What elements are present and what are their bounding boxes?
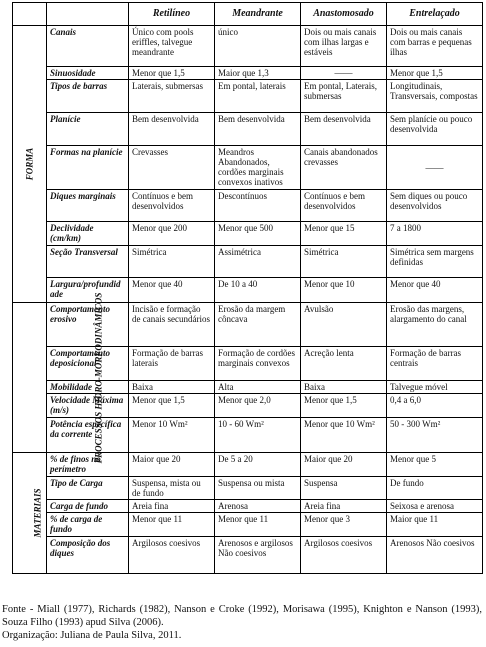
table-cell: Formação de barras laterais — [129, 347, 215, 381]
parameter-label: Comportamento deposicional — [47, 347, 129, 381]
table-cell: Maior que 20 — [301, 453, 387, 477]
table-cell: Menor que 1,5 — [387, 67, 483, 80]
table-cell: De 10 a 40 — [215, 278, 301, 303]
table-row — [13, 190, 483, 222]
table-cell: Avulsão — [301, 303, 387, 347]
comparison-table-container — [12, 2, 482, 574]
parameter-label: Formas na planície — [47, 146, 129, 190]
table-cell: Suspensa — [301, 477, 387, 500]
table-cell: 7 a 1800 — [387, 222, 483, 246]
table-cell: Contínuos e bem desenvolvidos — [129, 190, 215, 222]
table-cell: Dois ou mais canais com barras e pequenas ilhas — [387, 26, 483, 67]
table-cell: Meandros Abandonados, cordões marginais convexos inativos — [215, 146, 301, 190]
table-row — [13, 146, 483, 190]
footnote — [2, 603, 482, 642]
column-header-anastomosado: Anastomosado — [301, 3, 387, 26]
table-cell: Em pontal, Laterais, submersas — [301, 80, 387, 113]
table-row — [13, 537, 483, 574]
table-cell: único — [215, 26, 301, 67]
table-row — [13, 394, 483, 418]
header-row — [13, 3, 483, 26]
table-row — [13, 80, 483, 113]
table-cell: Dois ou mais canais com ilhas largas e estáveis — [301, 26, 387, 67]
footnote-source: Fonte - Miall (1977), Richards (1982), Nanson e Croke (1992), Morisawa (1995), Knighton e Nanson (1993), Souza Filho (1993) apud Silva (2006). — [2, 604, 482, 628]
table-cell: 10 - 60 Wm² — [215, 418, 301, 453]
river-channel-comparison-table — [12, 2, 483, 574]
table-cell: Bem desenvolvida — [301, 113, 387, 146]
table-cell: Arenosa — [215, 500, 301, 513]
table-row — [13, 418, 483, 453]
table-cell: Descontínuos — [215, 190, 301, 222]
table-cell: De 5 a 20 — [215, 453, 301, 477]
corner-cell — [47, 3, 129, 26]
table-cell: Formação de cordões marginais convexos — [215, 347, 301, 381]
table-cell: Crevasses — [129, 146, 215, 190]
parameter-label: Declividade (cm/km) — [47, 222, 129, 246]
table-cell: Menor que 1,5 — [301, 394, 387, 418]
table-cell: Menor que 3 — [301, 513, 387, 537]
parameter-label: Canais — [47, 26, 129, 67]
table-cell: Menor que 1,5 — [129, 67, 215, 80]
table-cell: Canais abandonados crevasses — [301, 146, 387, 190]
table-cell: Menor que 10 — [301, 278, 387, 303]
table-cell: Contínuos e bem desenvolvidos — [301, 190, 387, 222]
table-body — [13, 26, 483, 574]
table-cell: Maior que 1,3 — [215, 67, 301, 80]
table-cell: Simétrica — [301, 246, 387, 278]
column-header-meandrante: Meandrante — [215, 3, 301, 26]
table-cell: Menor que 40 — [129, 278, 215, 303]
table-row — [13, 26, 483, 67]
table-row — [13, 347, 483, 381]
table-cell: Longitudinais, Transversais, compostas — [387, 80, 483, 113]
table-row — [13, 500, 483, 513]
group-label-cell — [13, 26, 47, 303]
column-header-retilineo: Retilíneo — [129, 3, 215, 26]
table-cell: Argilosos coesivos — [129, 537, 215, 574]
parameter-label: Tipos de barras — [47, 80, 129, 113]
table-cell: Argilosos coesivos — [301, 537, 387, 574]
table-cell: Menor 10 Wm² — [129, 418, 215, 453]
group-label: FORMA — [24, 147, 35, 181]
table-cell: Arenosos Não coesivos — [387, 537, 483, 574]
table-cell: Assimétrica — [215, 246, 301, 278]
table-cell: Erosão das margens, alargamento do canal — [387, 303, 483, 347]
table-cell: Sem planície ou pouco desenvolvida — [387, 113, 483, 146]
table-cell: Menor que 15 — [301, 222, 387, 246]
table-cell: Bem desenvolvida — [215, 113, 301, 146]
table-row — [13, 113, 483, 146]
table-cell: De fundo — [387, 477, 483, 500]
table-cell: Talvegue móvel — [387, 381, 483, 394]
table-cell: Bem desenvolvida — [129, 113, 215, 146]
table-row — [13, 477, 483, 500]
table-cell: Menor que 1,5 — [129, 394, 215, 418]
table-cell: Baixa — [301, 381, 387, 394]
table-cell: Seixosa e arenosa — [387, 500, 483, 513]
table-cell: Menor que 40 — [387, 278, 483, 303]
table-cell: 0,4 a 6,0 — [387, 394, 483, 418]
table-cell: 50 - 300 Wm² — [387, 418, 483, 453]
table-row — [13, 303, 483, 347]
group-label: MATERIAIS — [32, 488, 43, 538]
parameter-label: Mobilidade — [47, 381, 129, 394]
table-cell: Menor que 200 — [129, 222, 215, 246]
table-cell: Suspensa ou mista — [215, 477, 301, 500]
table-row — [13, 453, 483, 477]
table-row — [13, 246, 483, 278]
table-cell: —— — [301, 67, 387, 80]
table-cell: Menor que 10 Wm² — [301, 418, 387, 453]
table-row — [13, 222, 483, 246]
group-label: PROCESSOS HIDRO-MORFODINÂMICOS — [93, 292, 104, 463]
table-cell: —— — [387, 146, 483, 190]
parameter-label: Planície — [47, 113, 129, 146]
parameter-label: Diques marginais — [47, 190, 129, 222]
table-cell: Suspensa, mista ou de fundo — [129, 477, 215, 500]
table-cell: Areia fina — [301, 500, 387, 513]
table-cell: Alta — [215, 381, 301, 394]
table-cell: Menor que 5 — [387, 453, 483, 477]
table-cell: Baixa — [129, 381, 215, 394]
table-cell: Formação de barras centrais — [387, 347, 483, 381]
parameter-label: Composição dos diques — [47, 537, 129, 574]
table-cell: Maior que 20 — [129, 453, 215, 477]
table-cell: Menor que 11 — [129, 513, 215, 537]
table-cell: Simétrica — [129, 246, 215, 278]
parameter-label: Sinuosidade — [47, 67, 129, 80]
table-cell: Areia fina — [129, 500, 215, 513]
parameter-label: % de finos no perímetro — [47, 453, 129, 477]
corner-cell — [13, 3, 47, 26]
table-row — [13, 67, 483, 80]
table-cell: Incisão e formação de canais secundários — [129, 303, 215, 347]
parameter-label: Seção Transversal — [47, 246, 129, 278]
table-cell: Único com pools eriffles, talvegue meandrante — [129, 26, 215, 67]
table-cell: Acreção lenta — [301, 347, 387, 381]
table-cell: Arenosos e argilosos Não coesivos — [215, 537, 301, 574]
table-cell: Em pontal, laterais — [215, 80, 301, 113]
parameter-label: Largura/profundidade — [47, 278, 129, 303]
parameter-label: Velocidade Máxima (m/s) — [47, 394, 129, 418]
table-cell: Simétrica sem margens definidas — [387, 246, 483, 278]
table-cell: Menor que 2,0 — [215, 394, 301, 418]
footnote-organization: Organização: Juliana de Paula Silva, 2011. — [2, 630, 182, 641]
table-row — [13, 513, 483, 537]
parameter-label: Tipo de Carga — [47, 477, 129, 500]
parameter-label: % de carga de fundo — [47, 513, 129, 537]
table-cell: Menor que 500 — [215, 222, 301, 246]
table-cell: Maior que 11 — [387, 513, 483, 537]
table-row — [13, 381, 483, 394]
parameter-label: Carga de fundo — [47, 500, 129, 513]
table-cell: Sem diques ou pouco desenvolvidos — [387, 190, 483, 222]
table-cell: Laterais, submersas — [129, 80, 215, 113]
table-row — [13, 278, 483, 303]
group-label-cell — [13, 453, 47, 574]
parameter-label: Comportamento erosivo — [47, 303, 129, 347]
parameter-label: Potência específica da corrente — [47, 418, 129, 453]
column-header-entrelacado: Entrelaçado — [387, 3, 483, 26]
table-cell: Erosão da margem côncava — [215, 303, 301, 347]
table-cell: Menor que 11 — [215, 513, 301, 537]
